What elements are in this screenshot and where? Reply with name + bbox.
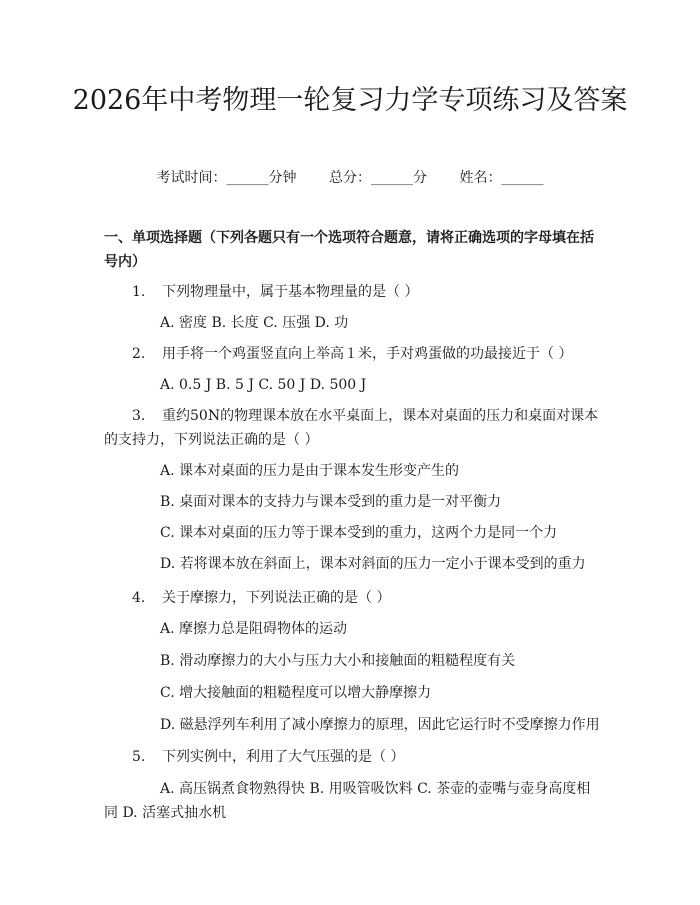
exam-meta <box>0 168 700 188</box>
question-3-option-d: D. 若将课本放在斜面上，课本对斜面的压力一定小于课本受到的重力 <box>160 556 586 572</box>
question-1 <box>104 280 600 304</box>
question-2-options: A. 0.5 J B. 5 J C. 50 J D. 500 J <box>160 377 367 393</box>
question-4-option-b: B. 滑动摩擦力的大小与压力大小和接触面的粗糙程度有关 <box>160 653 516 669</box>
question-stem: 重约50N的物理课本放在水平桌面上，课本对桌面的压力和桌面对课本的支持力，下列说法正确的是（ ） <box>104 408 599 448</box>
section-heading: 一、单项选择题（下列各题只有一个选项符合题意，请将正确选项的字母填在括号内） <box>104 230 594 270</box>
question-3-option-b: B. 桌面对课本的支持力与课本受到的重力是一对平衡力 <box>160 494 502 510</box>
question-number: 1. <box>132 284 146 300</box>
question-number: 5. <box>132 749 146 765</box>
document-title: 2026年中考物理一轮复习力学专项练习及答案 <box>72 85 628 116</box>
student-name-label: 姓名：______ <box>459 170 544 186</box>
total-score-label: 总分：______分 <box>329 170 427 186</box>
question-stem: 用手将一个鸡蛋竖直向上举高１米，手对鸡蛋做的功最接近于（ ） <box>162 346 573 362</box>
question-3-option-c: C. 课本对桌面的压力等于课本受到的重力，这两个力是同一个力 <box>160 525 558 541</box>
question-3-option-a: A. 课本对桌面的压力是由于课本发生形变产生的 <box>160 463 460 479</box>
question-5 <box>104 745 600 769</box>
question-4-option-d: D. 磁悬浮列车利用了减小摩擦力的原理，因此它运行时不受摩擦力作用 <box>160 717 600 733</box>
question-4 <box>104 586 600 610</box>
question-number: 3. <box>132 408 146 424</box>
question-4-option-c: C. 增大接触面的粗糙程度可以增大静摩擦力 <box>160 685 432 701</box>
question-2 <box>104 342 600 366</box>
question-3 <box>104 404 600 452</box>
question-stem: 下列实例中，利用了大气压强的是（ ） <box>162 749 405 765</box>
question-number: 2. <box>132 346 146 362</box>
question-5-options: A. 高压锅煮食物熟得快 B. 用吸管吸饮料 C. 茶壶的壶嘴与壶身高度相同 D. 活塞式抽水机 <box>104 781 591 821</box>
question-1-options: A. 密度 B. 长度 C. 压强 D. 功 <box>160 315 349 331</box>
question-stem: 下列物理量中，属于基本物理量的是（ ） <box>162 284 419 300</box>
question-number: 4. <box>132 590 146 606</box>
question-4-option-a: A. 摩擦力总是阻碍物体的运动 <box>160 621 348 637</box>
exam-time-label: 考试时间：______分钟 <box>156 170 297 186</box>
question-stem: 关于摩擦力，下列说法正确的是（ ） <box>162 590 391 606</box>
